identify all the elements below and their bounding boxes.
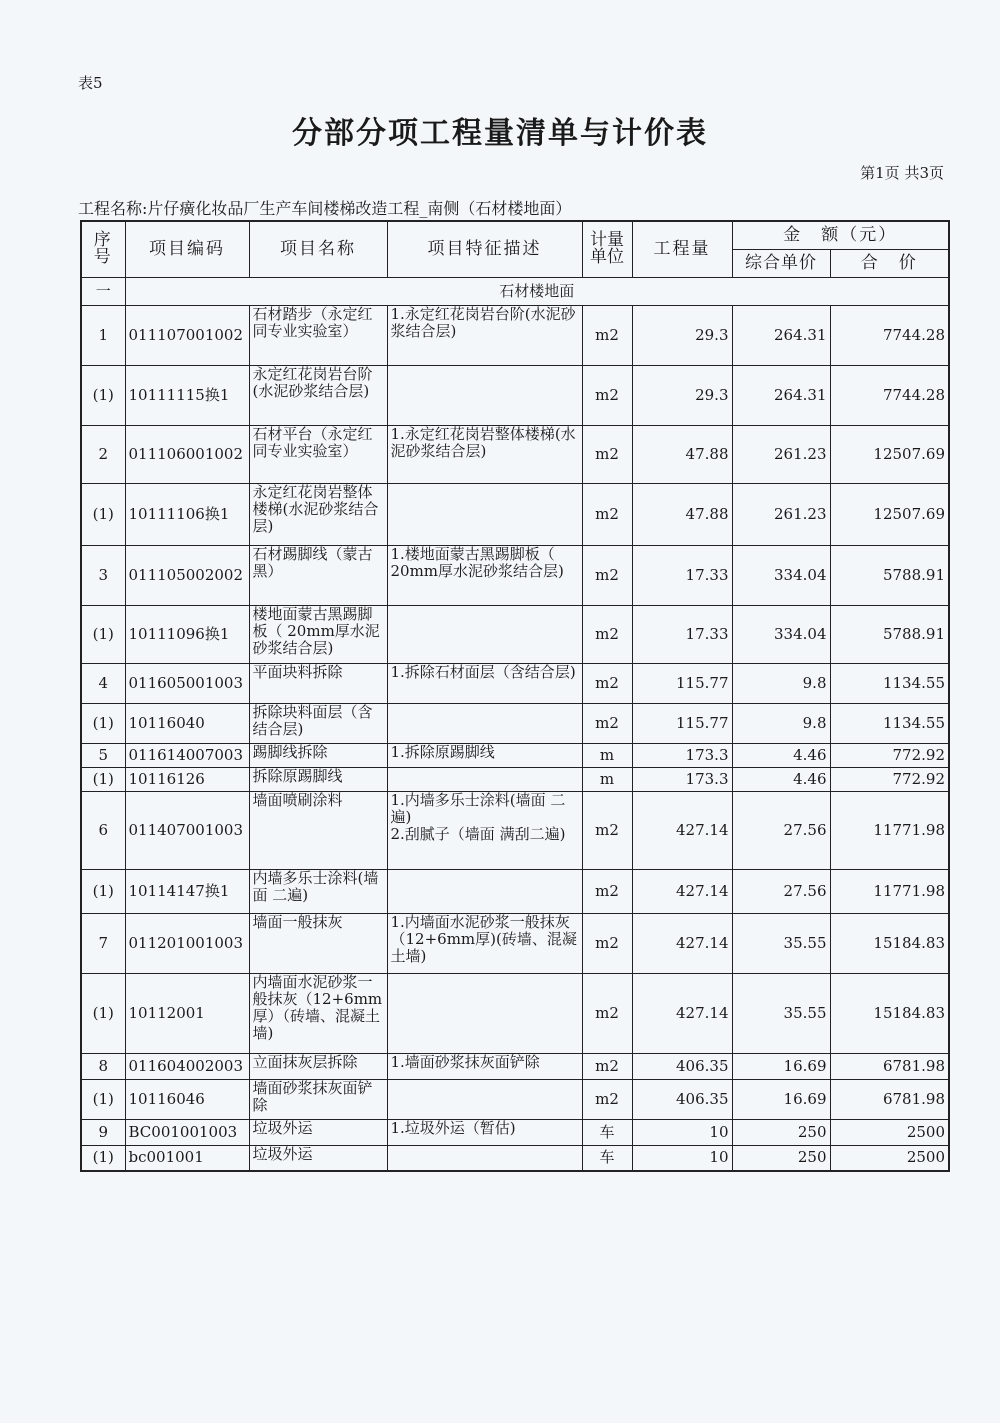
- row-unit: m2: [582, 663, 632, 703]
- row-qty: 427.14: [632, 791, 732, 869]
- row-unit: m2: [582, 305, 632, 365]
- row-total: 2500: [830, 1119, 949, 1145]
- row-desc: 1.拆除原踢脚线: [387, 743, 582, 767]
- row-desc: [387, 483, 582, 545]
- row-seq: (1): [81, 1145, 125, 1171]
- row-unit-price: 264.31: [732, 365, 830, 425]
- row-code: 011105002002: [125, 545, 249, 605]
- row-qty: 29.3: [632, 305, 732, 365]
- row-code: 011605001003: [125, 663, 249, 703]
- row-unit-price: 264.31: [732, 305, 830, 365]
- row-seq: (1): [81, 365, 125, 425]
- row-desc: [387, 703, 582, 743]
- row-unit-price: 261.23: [732, 425, 830, 483]
- row-name: 石材踢脚线（蒙古黑）: [249, 545, 387, 605]
- table-row: [81, 663, 949, 703]
- row-name: 永定红花岗岩整体楼梯(水泥砂浆结合层): [249, 483, 387, 545]
- row-name: 垃圾外运: [249, 1145, 387, 1171]
- row-unit-price: 35.55: [732, 913, 830, 973]
- table-row: [81, 913, 949, 973]
- row-total: 12507.69: [830, 483, 949, 545]
- row-code: bc001001: [125, 1145, 249, 1171]
- row-unit: 车: [582, 1119, 632, 1145]
- row-qty: 47.88: [632, 425, 732, 483]
- row-name: 石材平台（永定红同专业实验室）: [249, 425, 387, 483]
- row-unit-price: 27.56: [732, 791, 830, 869]
- row-qty: 10: [632, 1145, 732, 1171]
- row-total: 5788.91: [830, 605, 949, 663]
- row-desc: [387, 1079, 582, 1119]
- row-desc: [387, 365, 582, 425]
- row-code: 10111106换1: [125, 483, 249, 545]
- row-total: 2500: [830, 1145, 949, 1171]
- row-name: 拆除原踢脚线: [249, 767, 387, 791]
- row-name: 踢脚线拆除: [249, 743, 387, 767]
- col-header-amount: 金 额（元）: [732, 221, 949, 249]
- row-qty: 427.14: [632, 973, 732, 1053]
- row-seq: (1): [81, 767, 125, 791]
- row-name: 永定红花岗岩台阶(水泥砂浆结合层): [249, 365, 387, 425]
- row-seq: (1): [81, 605, 125, 663]
- col-header-unit-price: 综合单价: [732, 249, 830, 277]
- row-qty: 427.14: [632, 913, 732, 973]
- row-code: 10112001: [125, 973, 249, 1053]
- table-row: [81, 425, 949, 483]
- row-unit: m2: [582, 703, 632, 743]
- col-header-code: 项目编码: [125, 221, 249, 277]
- col-header-unit: 计量单位: [582, 221, 632, 277]
- table-row: [81, 1053, 949, 1079]
- row-name: 垃圾外运: [249, 1119, 387, 1145]
- row-unit: m2: [582, 869, 632, 913]
- table-row: [81, 305, 949, 365]
- row-total: 15184.83: [830, 973, 949, 1053]
- row-desc: [387, 973, 582, 1053]
- row-unit: m2: [582, 973, 632, 1053]
- section-name: 石材楼地面: [125, 277, 949, 305]
- row-total: 6781.98: [830, 1053, 949, 1079]
- col-header-name: 项目名称: [249, 221, 387, 277]
- row-unit: m2: [582, 791, 632, 869]
- col-header-seq: 序号: [81, 221, 125, 277]
- row-desc: [387, 869, 582, 913]
- row-unit-price: 16.69: [732, 1053, 830, 1079]
- row-unit-price: 334.04: [732, 605, 830, 663]
- row-code: 10116040: [125, 703, 249, 743]
- row-code: 011201001003: [125, 913, 249, 973]
- table-row: [81, 1079, 949, 1119]
- row-unit-price: 4.46: [732, 767, 830, 791]
- row-unit-price: 27.56: [732, 869, 830, 913]
- row-total: 772.92: [830, 767, 949, 791]
- table-row: [81, 605, 949, 663]
- row-seq: (1): [81, 973, 125, 1053]
- row-qty: 173.3: [632, 767, 732, 791]
- col-header-total: 合 价: [830, 249, 949, 277]
- row-qty: 10: [632, 1119, 732, 1145]
- row-name: 内墙多乐士涂料(墙面 二遍): [249, 869, 387, 913]
- row-desc: [387, 1145, 582, 1171]
- table-row: [81, 791, 949, 869]
- row-name: 墙面喷刷涂料: [249, 791, 387, 869]
- row-unit-price: 9.8: [732, 703, 830, 743]
- row-desc: 1.内墙多乐士涂料(墙面 二遍) 2.刮腻子（墙面 满刮二遍): [387, 791, 582, 869]
- row-qty: 17.33: [632, 605, 732, 663]
- row-code: 10116126: [125, 767, 249, 791]
- row-desc: 1.永定红花岗岩台阶(水泥砂浆结合层): [387, 305, 582, 365]
- row-total: 7744.28: [830, 305, 949, 365]
- row-seq: (1): [81, 869, 125, 913]
- row-qty: 427.14: [632, 869, 732, 913]
- row-unit: m2: [582, 483, 632, 545]
- row-seq: 8: [81, 1053, 125, 1079]
- row-seq: (1): [81, 483, 125, 545]
- row-code: 10111115换1: [125, 365, 249, 425]
- row-unit-price: 250: [732, 1119, 830, 1145]
- row-desc: 1.垃圾外运（暂估): [387, 1119, 582, 1145]
- section-seq: 一: [81, 277, 125, 305]
- section-row: [81, 277, 949, 305]
- table-row: [81, 743, 949, 767]
- row-qty: 173.3: [632, 743, 732, 767]
- row-code: 011106001002: [125, 425, 249, 483]
- col-header-qty: 工程量: [632, 221, 732, 277]
- row-total: 15184.83: [830, 913, 949, 973]
- row-seq: 5: [81, 743, 125, 767]
- row-unit: m2: [582, 605, 632, 663]
- row-name: 石材踏步（永定红同专业实验室）: [249, 305, 387, 365]
- row-seq: 7: [81, 913, 125, 973]
- row-total: 11771.98: [830, 869, 949, 913]
- row-seq: 9: [81, 1119, 125, 1145]
- row-unit: m: [582, 767, 632, 791]
- row-total: 772.92: [830, 743, 949, 767]
- row-code: 011107001002: [125, 305, 249, 365]
- row-total: 7744.28: [830, 365, 949, 425]
- table-row: [81, 483, 949, 545]
- row-unit-price: 4.46: [732, 743, 830, 767]
- row-code: 10114147换1: [125, 869, 249, 913]
- row-seq: 4: [81, 663, 125, 703]
- row-seq: 1: [81, 305, 125, 365]
- project-line: [78, 196, 571, 219]
- row-name: 楼地面蒙古黑踢脚板（ 20mm厚水泥砂浆结合层): [249, 605, 387, 663]
- table-row: [81, 869, 949, 913]
- row-name: 墙面砂浆抹灰面铲除: [249, 1079, 387, 1119]
- row-total: 1134.55: [830, 663, 949, 703]
- table-row: [81, 365, 949, 425]
- row-name: 平面块料拆除: [249, 663, 387, 703]
- page-indicator: 第1页 共3页: [860, 164, 944, 182]
- row-qty: 115.77: [632, 663, 732, 703]
- row-desc: [387, 605, 582, 663]
- table-row: [81, 545, 949, 605]
- row-qty: 406.35: [632, 1053, 732, 1079]
- row-total: 1134.55: [830, 703, 949, 743]
- row-name: 拆除块料面层（含结合层): [249, 703, 387, 743]
- row-seq: 6: [81, 791, 125, 869]
- row-qty: 115.77: [632, 703, 732, 743]
- row-code: 011407001003: [125, 791, 249, 869]
- row-desc: 1.楼地面蒙古黑踢脚板（ 20mm厚水泥砂浆结合层): [387, 545, 582, 605]
- row-total: 11771.98: [830, 791, 949, 869]
- page-title: 分部分项工程量清单与计价表: [292, 116, 708, 151]
- row-name: 内墙面水泥砂浆一般抹灰（12+6mm厚）（砖墙、混凝土墙): [249, 973, 387, 1053]
- row-code: 011614007003: [125, 743, 249, 767]
- row-unit-price: 250: [732, 1145, 830, 1171]
- row-code: 10111096换1: [125, 605, 249, 663]
- row-qty: 29.3: [632, 365, 732, 425]
- row-code: BC001001003: [125, 1119, 249, 1145]
- row-desc: 1.拆除石材面层（含结合层): [387, 663, 582, 703]
- row-code: 10116046: [125, 1079, 249, 1119]
- row-unit: m2: [582, 425, 632, 483]
- row-unit: m2: [582, 1079, 632, 1119]
- row-desc: 1.内墙面水泥砂浆一般抹灰（12+6mm厚)(砖墙、混凝土墙): [387, 913, 582, 973]
- row-unit-price: 261.23: [732, 483, 830, 545]
- table-row: [81, 767, 949, 791]
- row-total: 5788.91: [830, 545, 949, 605]
- row-qty: 406.35: [632, 1079, 732, 1119]
- bill-of-quantities-table: [80, 220, 950, 1172]
- row-unit-price: 334.04: [732, 545, 830, 605]
- row-name: 墙面一般抹灰: [249, 913, 387, 973]
- col-header-desc: 项目特征描述: [387, 221, 582, 277]
- project-label: 工程名称:: [78, 199, 148, 218]
- table-row: [81, 973, 949, 1053]
- row-unit-price: 9.8: [732, 663, 830, 703]
- row-desc: 1.永定红花岗岩整体楼梯(水泥砂浆结合层): [387, 425, 582, 483]
- row-name: 立面抹灰层拆除: [249, 1053, 387, 1079]
- table-row: [81, 703, 949, 743]
- row-desc: 1.墙面砂浆抹灰面铲除: [387, 1053, 582, 1079]
- row-seq: 3: [81, 545, 125, 605]
- row-unit: m2: [582, 913, 632, 973]
- row-unit: m: [582, 743, 632, 767]
- row-unit: m2: [582, 1053, 632, 1079]
- row-code: 011604002003: [125, 1053, 249, 1079]
- row-unit: 车: [582, 1145, 632, 1171]
- table-number: 表5: [78, 74, 103, 92]
- row-seq: (1): [81, 703, 125, 743]
- row-unit: m2: [582, 545, 632, 605]
- row-seq: (1): [81, 1079, 125, 1119]
- table-row: [81, 1145, 949, 1171]
- project-name: 片仔癀化妆品厂生产车间楼梯改造工程_南侧（石材楼地面）: [147, 199, 572, 218]
- row-qty: 47.88: [632, 483, 732, 545]
- row-qty: 17.33: [632, 545, 732, 605]
- row-unit-price: 16.69: [732, 1079, 830, 1119]
- row-desc: [387, 767, 582, 791]
- row-seq: 2: [81, 425, 125, 483]
- row-unit-price: 35.55: [732, 973, 830, 1053]
- table-row: [81, 1119, 949, 1145]
- row-unit: m2: [582, 365, 632, 425]
- row-total: 12507.69: [830, 425, 949, 483]
- row-total: 6781.98: [830, 1079, 949, 1119]
